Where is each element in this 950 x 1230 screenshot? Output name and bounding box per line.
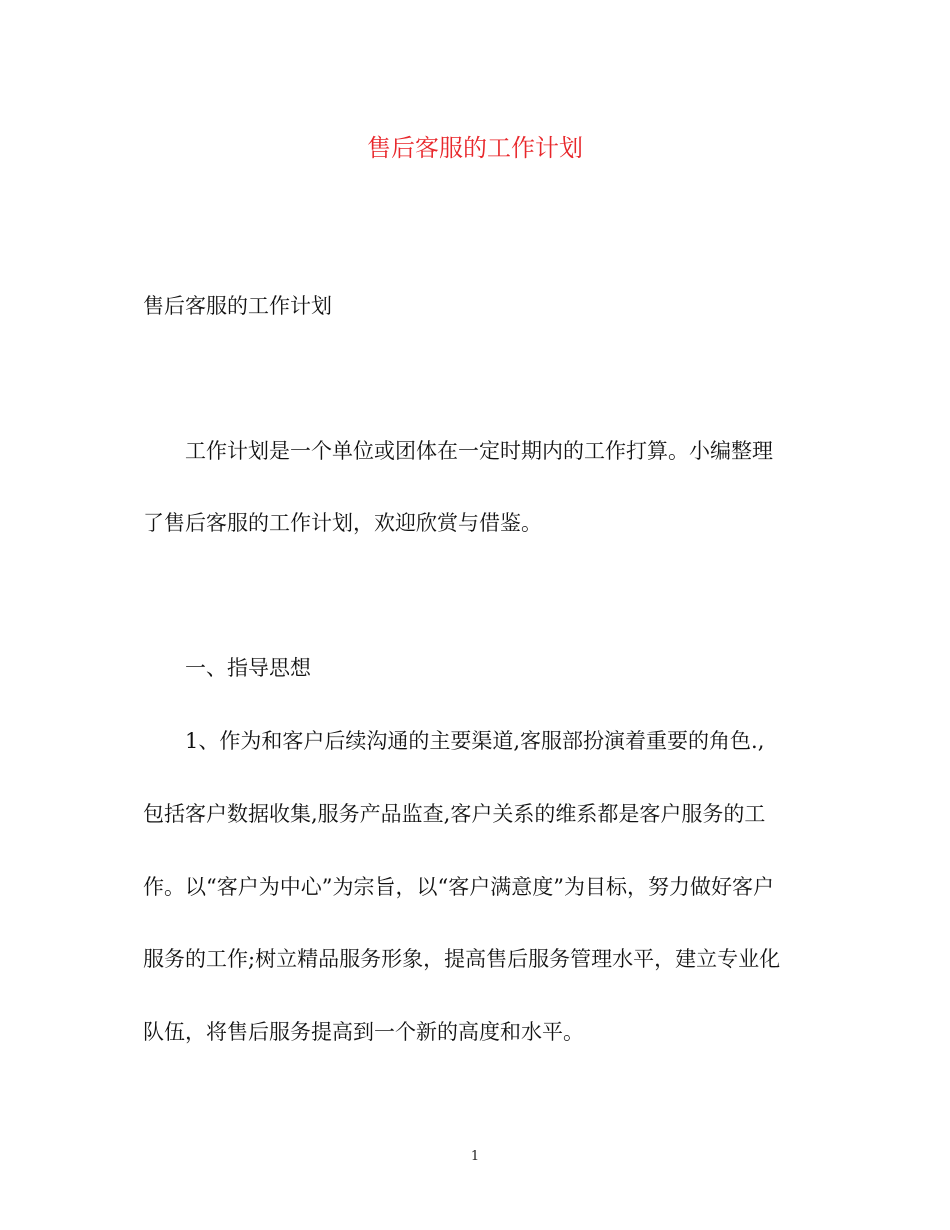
- page-number: 1: [470, 1149, 480, 1164]
- document-title: 售后客服的工作计划: [367, 134, 583, 162]
- paragraph-line: 作。以“客户为中心”为宗旨，以“客户满意度”为目标，努力做好客户: [143, 875, 774, 899]
- paragraph-line: 1、作为和客户后续沟通的主要渠道,客服部扮演着重要的角色.,: [185, 729, 765, 753]
- paragraph-line: 服务的工作;树立精品服务形象，提高售后服务管理水平，建立专业化: [143, 947, 781, 971]
- intro-line: 工作计划是一个单位或团体在一定时期内的工作打算。小编整理: [185, 439, 773, 463]
- section-heading: 一、指导思想: [185, 656, 311, 680]
- paragraph-line: 队伍，将售后服务提高到一个新的高度和水平。: [143, 1020, 584, 1044]
- paragraph-line: 包括客户数据收集,服务产品监查,客户关系的维系都是客户服务的工: [143, 802, 766, 826]
- document-subtitle: 售后客服的工作计划: [143, 294, 332, 318]
- intro-line: 了售后客服的工作计划，欢迎欣赏与借鉴。: [143, 511, 542, 535]
